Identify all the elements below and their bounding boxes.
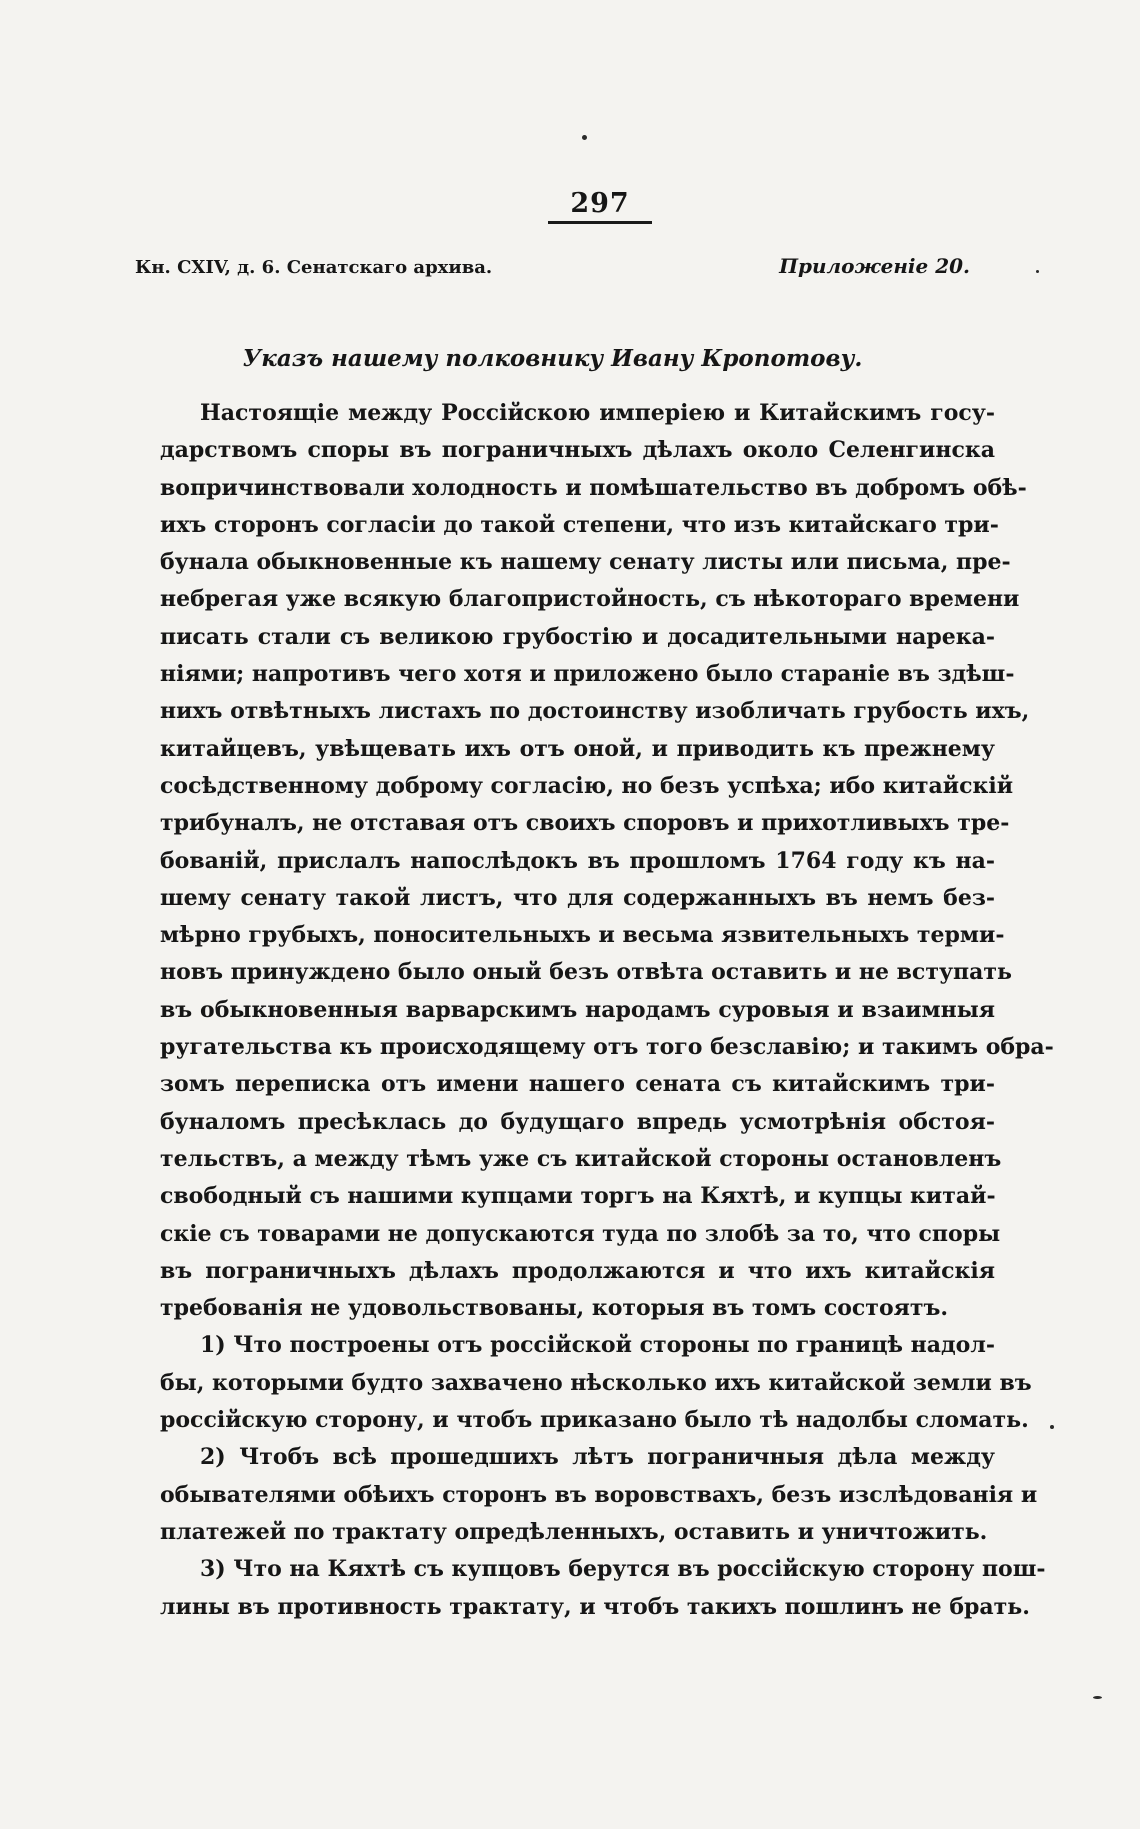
- text-line: вопричинствовали холодность и помѣшательство въ добромъ обѣ-: [160, 474, 1027, 501]
- text-line: буналомъ пресѣклась до будущаго впредь усмотрѣнiя обстоя-: [160, 1108, 995, 1135]
- text-line: трибуналъ, не отставая отъ своихъ споровъ и прихотливыхъ тре-: [160, 810, 1010, 837]
- text-line: ихъ сторонъ согласiи до такой степени, что изъ китайскаго три-: [160, 511, 999, 538]
- text-line: дарствомъ споры въ пограничныхъ дѣлахъ около Селенгинска: [160, 437, 995, 464]
- appendix-label: Приложенiе 20.: [779, 254, 970, 278]
- text-line: лины въ противность трактату, и чтобъ такихъ пошлинъ не брать.: [160, 1593, 1030, 1620]
- text-line: бованiй, прислалъ напослѣдокъ въ прошломъ 1764 году къ на-: [160, 847, 995, 874]
- scan-speck: [1050, 1425, 1054, 1429]
- scan-speck: [1093, 1696, 1102, 1699]
- scan-speck: [582, 135, 587, 140]
- document-body: [160, 395, 1054, 1626]
- text-line: зомъ переписка отъ имени нашего сената съ китайскимъ три-: [160, 1071, 995, 1098]
- archive-reference: Кн. CXIV, д. 6. Сенатскаго архива.: [135, 257, 493, 278]
- page-number: 297: [548, 188, 651, 224]
- text-line: скiе съ товарами не допускаются туда по злобѣ за то, что споры: [160, 1220, 1001, 1247]
- text-line: требованiя не удовольствованы, которыя въ томъ состоятъ.: [160, 1295, 949, 1322]
- text-line: нихъ отвѣтныхъ листахъ по достоинству изобличать грубость ихъ,: [160, 698, 1030, 725]
- text-line: шему сенату такой листъ, что для содержанныхъ въ немъ без-: [160, 884, 995, 911]
- text-line: въ пограничныхъ дѣлахъ продолжаются и что ихъ китайскiя: [160, 1257, 995, 1284]
- text-line: 3) Что на Кяхтѣ съ купцовъ берутся въ россiйскую сторону пош-: [200, 1556, 1046, 1583]
- running-header: [135, 254, 970, 278]
- text-line: Настоящiе между Россiйскою имперiею и Китайскимъ госу-: [200, 400, 995, 426]
- text-line: мѣрно грубыхъ, поносительныхъ и весьма язвительныхъ терми-: [160, 922, 1005, 949]
- text-line: бунала обыкновенные къ нашему сенату листы или письма, пре-: [160, 549, 1011, 576]
- text-line: бы, которыми будто захвачено нѣсколько ихъ китайской земли въ: [160, 1369, 1032, 1396]
- text-line: обывателями обѣихъ сторонъ въ воровствахъ, безъ изслѣдованiя и: [160, 1481, 1038, 1508]
- text-line: небрегая уже всякую благопристойность, съ нѣкотораго времени: [160, 586, 1020, 613]
- text-line: свободный съ нашими купцами торгъ на Кяхтѣ, и купцы китай-: [160, 1183, 996, 1210]
- text-line: тельствъ, а между тѣмъ уже съ китайской стороны остановленъ: [160, 1145, 1002, 1172]
- scan-speck: [1036, 270, 1039, 273]
- text-line: россiйскую сторону, и чтобъ приказано было тѣ надолбы сломать.: [160, 1407, 1029, 1434]
- text-line: китайцевъ, увѣщевать ихъ отъ оной, и приводить къ прежнему: [160, 735, 995, 762]
- text-line: 2) Чтобъ всѣ прошедшихъ лѣтъ пограничныя дѣла между: [200, 1444, 995, 1471]
- document-title: Указъ нашему полковнику Ивану Кропотову.: [242, 345, 863, 372]
- text-line: новъ принуждено было оный безъ отвѣта оставить и не вступать: [160, 959, 1012, 986]
- page-number-container: [0, 188, 1140, 224]
- text-line: писать стали съ великою грубостiю и досадительными нарека-: [160, 623, 995, 650]
- text-line: ругательства къ происходящему отъ того безславiю; и такимъ обра-: [160, 1034, 1054, 1061]
- text-line: 1) Что построены отъ россiйской стороны по границѣ надол-: [200, 1332, 995, 1359]
- text-line: въ обыкновенныя варварскимъ народамъ суровыя и взаимныя: [160, 996, 995, 1023]
- text-line: нiями; напротивъ чего хотя и приложено было старанiе въ здѣш-: [160, 661, 1015, 688]
- text-line: платежей по трактату опредѣленныхъ, оставить и уничтожить.: [160, 1518, 988, 1545]
- text-line: сосѣдственному доброму согласiю, но безъ успѣха; ибо китайскiй: [160, 772, 1014, 799]
